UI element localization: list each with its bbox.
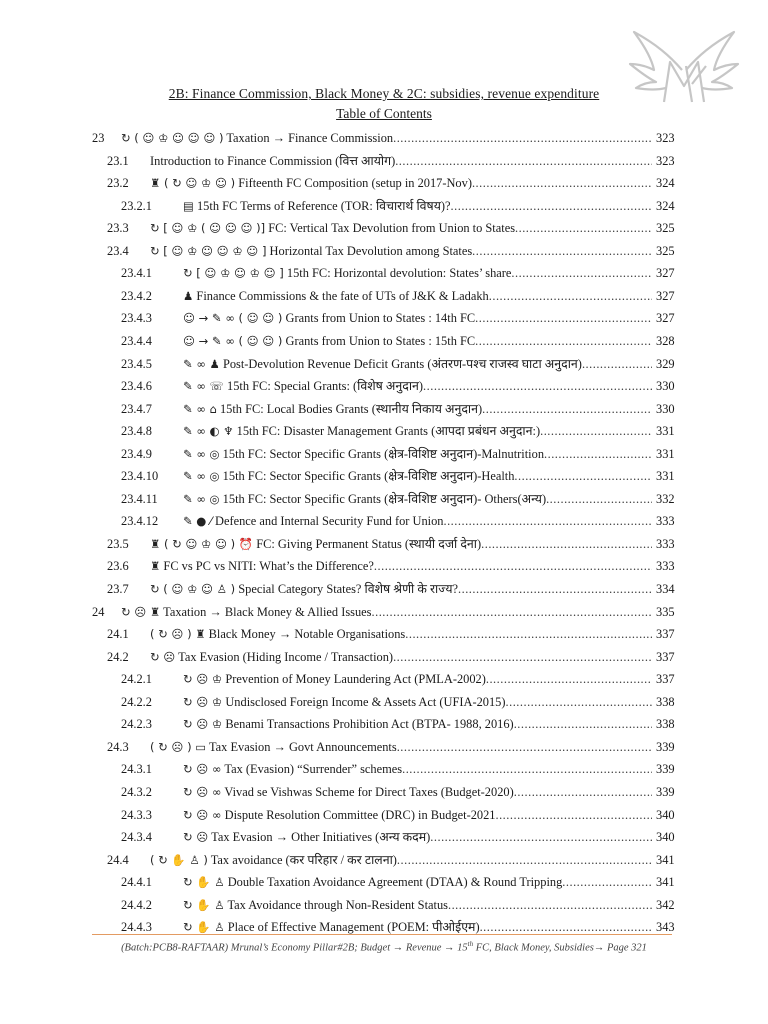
toc-page-number: 333: [656, 559, 675, 574]
toc-page-number: 327: [656, 288, 675, 303]
toc-section-number: 23.4.12: [121, 514, 159, 529]
dot-leader: [472, 240, 652, 262]
toc-section-number: 23.4.1: [121, 266, 152, 281]
dot-leader: [458, 578, 652, 600]
toc-row[interactable]: [0, 555, 768, 577]
topic-emoji-icons: ✎ ∞ ◎: [183, 446, 220, 461]
toc-entry-label: [183, 826, 430, 848]
toc-entry-label: [183, 804, 495, 826]
toc-page-number: 330: [656, 401, 675, 416]
toc-section-number: 23.3: [107, 221, 129, 236]
topic-emoji-icons: ▤: [183, 198, 194, 213]
topic-emoji-icons: ↻ ( ☺ ♔ ☺ ♙ ): [150, 582, 236, 596]
topic-emoji-icons: ↻ ☹ ♔: [183, 717, 223, 732]
toc-row[interactable]: [0, 330, 768, 352]
topic-emoji-icons: ( ↻ ☹ ) ▭: [150, 739, 207, 754]
toc-page-number: 341: [656, 852, 675, 867]
toc-page-number: 331: [656, 424, 675, 439]
toc-section-number: 23: [92, 131, 105, 145]
topic-emoji-icons: ↻ ☹ ∞: [183, 762, 222, 777]
toc-row[interactable]: [0, 398, 768, 420]
toc-entry[interactable]: [183, 894, 652, 916]
toc-section-number: 24.2.3: [121, 717, 152, 732]
toc-row[interactable]: [0, 533, 768, 555]
toc-entry[interactable]: [183, 353, 652, 375]
dot-leader: [451, 195, 652, 217]
toc-entry-label: [183, 871, 562, 893]
topic-emoji-icons: ↻ ☹ ♔: [183, 694, 223, 709]
toc-entry[interactable]: [150, 646, 652, 668]
topic-emoji-icons: ( ↻ ☹ ) ♜: [150, 627, 206, 642]
dot-leader: [506, 691, 653, 713]
toc-page-number: 331: [656, 469, 675, 484]
toc-entry-title: 15th FC: Sector Specific Grants (क्षेत्र-विशिष्ट अनुदान)-Malnutrition: [222, 446, 545, 461]
toc-row[interactable]: [0, 262, 768, 284]
toc-page-number: 342: [656, 897, 675, 912]
toc-entry-label: [150, 849, 397, 871]
toc-row[interactable]: [0, 510, 768, 532]
dot-leader: [514, 781, 652, 803]
toc-row[interactable]: [0, 420, 768, 442]
toc-page-number: 341: [656, 875, 675, 890]
toc-section-number: 23.4.8: [121, 424, 152, 439]
topic-emoji-icons: ✎ ∞ ◎: [183, 469, 220, 484]
toc-entry[interactable]: [183, 871, 652, 893]
toc-row[interactable]: [0, 375, 768, 397]
toc-entry-title: Taxation → Finance Commission: [226, 131, 394, 145]
topic-emoji-icons: ☺ → ✎ ∞ ( ☺ ☺ ): [183, 333, 283, 348]
toc-section-number: 23.4.4: [121, 333, 152, 348]
toc-entry[interactable]: [183, 307, 652, 329]
toc-entry-label: [183, 894, 448, 916]
topic-emoji-icons: ✎ ∞ ☏: [183, 379, 224, 394]
toc-row[interactable]: [0, 623, 768, 645]
toc-entry-title: Special Category States? विशेष श्रेणी के राज्य?: [238, 582, 459, 596]
topic-emoji-icons: ☺ → ✎ ∞ ( ☺ ☺ ): [183, 311, 283, 326]
toc-page-number: 338: [656, 717, 675, 732]
toc-page-number: 323: [656, 131, 675, 145]
toc-page-number: 338: [656, 694, 675, 709]
toc-entry-title: Tax Avoidance through Non-Resident Status: [227, 897, 448, 912]
toc-section-number: 24.4.3: [121, 920, 152, 935]
topic-emoji-icons: ♜ ( ↻ ☺ ♔ ☺ ): [150, 176, 236, 191]
toc-entry-label: [183, 307, 475, 329]
toc-entry-label: [150, 623, 405, 645]
toc-entry-title: Place of Effective Management (POEM: पीओईएम): [227, 920, 480, 935]
dot-leader: [546, 488, 652, 510]
toc-page-number: 325: [656, 221, 675, 236]
toc-page-number: 327: [656, 311, 675, 326]
dot-leader: [393, 127, 652, 149]
toc-entry-title: 15th FC: Local Bodies Grants (स्थानीय निकाय अनुदान): [219, 401, 483, 416]
toc-entry[interactable]: [183, 195, 652, 217]
toc-row[interactable]: [0, 172, 768, 194]
dot-leader: [475, 330, 652, 352]
toc-page-number: 340: [656, 807, 675, 822]
toc-page-number: 337: [656, 649, 675, 664]
toc-entry-label: [150, 646, 393, 668]
toc-page-number: 334: [656, 582, 675, 596]
toc-entry-label: [183, 330, 475, 352]
toc-row[interactable]: [0, 758, 768, 780]
toc-page-number: 327: [656, 266, 675, 281]
toc-section-number: 23.5: [107, 536, 129, 551]
toc-entry-label: [183, 713, 514, 735]
toc-heading: Table of Contents: [336, 106, 432, 121]
toc-entry-label: [150, 172, 472, 194]
toc-entry-title: 15th FC: Disaster Management Grants (आपदा प्रबंधन अनुदान:): [236, 424, 541, 439]
toc-row[interactable]: [0, 736, 768, 758]
toc-page-number: 330: [656, 379, 675, 394]
toc-section-number: 24.3.4: [121, 830, 152, 845]
toc-entry[interactable]: [150, 172, 652, 194]
toc-row[interactable]: [0, 127, 768, 149]
toc-entry[interactable]: [183, 262, 652, 284]
dot-leader: [475, 307, 652, 329]
dot-leader: [405, 623, 652, 645]
toc-entry-title: FC: Giving Permanent Status (स्थायी दर्जा देना): [256, 536, 482, 551]
dot-leader: [443, 510, 652, 532]
dot-leader: [482, 398, 652, 420]
footer-rule: [92, 934, 672, 935]
toc-section-number: 23.4.7: [121, 401, 152, 416]
toc-entry-label: [183, 781, 514, 803]
dot-leader: [397, 849, 652, 871]
toc-entry-title: Finance Commissions & the fate of UTs of J&K & Ladakh: [196, 288, 489, 303]
toc-entry-title: Fifteenth FC Composition (setup in 2017-Nov): [238, 176, 472, 191]
toc-entry-title: Tax Evasion (Hiding Income / Transaction): [178, 649, 394, 664]
dot-leader: [374, 555, 652, 577]
toc-entry-label: [183, 488, 546, 510]
toc-entry-label: [183, 420, 540, 442]
toc-page-number: 340: [656, 830, 675, 845]
toc-entry-label: [121, 127, 393, 149]
toc-page-number: 328: [656, 333, 675, 348]
toc-section-number: 23.2.1: [121, 198, 152, 213]
dot-leader: [430, 826, 652, 848]
toc-entry-label: [183, 465, 514, 487]
toc-entry-label: [183, 262, 511, 284]
toc-section-number: 24.4.2: [121, 897, 152, 912]
topic-emoji-icons: ( ↻ ✋ ♙ ): [150, 852, 208, 867]
toc-entry-label: [150, 736, 397, 758]
toc-entry[interactable]: [183, 804, 652, 826]
topic-emoji-icons: ↻ ☹ ♜: [121, 604, 161, 619]
toc-section-number: 23.4.11: [121, 491, 158, 506]
toc-entry[interactable]: [150, 240, 652, 262]
toc-row[interactable]: [0, 488, 768, 510]
toc-section-number: 24.2.2: [121, 694, 152, 709]
topic-emoji-icons: ↻ ☹ ∞: [183, 807, 222, 822]
toc-row[interactable]: [0, 871, 768, 893]
dot-leader: [486, 668, 652, 690]
toc-entry-title: Horizontal Tax Devolution among States: [269, 243, 473, 258]
toc-section-number: 23.2: [107, 176, 129, 191]
page-footer: [0, 940, 768, 954]
toc-entry-title: 15th FC Terms of Reference (TOR: विचारार्थ विषय)?: [196, 198, 451, 213]
toc-entry-title: Tax Evasion → Other Initiatives (अन्य कदम): [211, 830, 431, 845]
dot-leader: [495, 804, 652, 826]
toc-entry[interactable]: [183, 781, 652, 803]
toc-entry-label: [150, 217, 515, 239]
toc-page-number: 339: [656, 762, 675, 777]
toc-row[interactable]: [0, 894, 768, 916]
toc-entry-title: Grants from Union to States : 14th FC: [285, 311, 476, 326]
toc-entry-title: Grants from Union to States : 15th FC: [285, 333, 476, 348]
toc-row[interactable]: [0, 465, 768, 487]
toc-section-number: 24.3: [107, 739, 129, 754]
topic-emoji-icons: ↻ ( ☺ ♔ ☺ ☺ ☺ ): [121, 131, 224, 145]
toc-entry[interactable]: [183, 398, 652, 420]
toc-entry[interactable]: [183, 826, 652, 848]
toc-entry-label: [150, 150, 395, 172]
toc-entry-title: FC vs PC vs NITI: What’s the Difference?: [163, 559, 374, 574]
dot-leader: [540, 420, 652, 442]
toc-entry[interactable]: [183, 443, 652, 465]
toc-entry-title: 15th FC: Sector Specific Grants (क्षेत्र-विशिष्ट अनुदान)-Health: [222, 469, 515, 484]
toc-entry-title: Tax (Evasion) “Surrender” schemes: [224, 762, 403, 777]
dot-leader: [372, 601, 653, 623]
toc-entry-title: Black Money → Notable Organisations: [208, 627, 406, 642]
toc-section-number: 23.1: [107, 153, 129, 168]
topic-emoji-icons: ♜ ( ↻ ☺ ♔ ☺ ) ⏰: [150, 536, 254, 551]
toc-entry[interactable]: [150, 217, 652, 239]
toc-section-number: 24.4.1: [121, 875, 152, 890]
toc-entry[interactable]: [183, 691, 652, 713]
topic-emoji-icons: ✎ ∞ ♟: [183, 356, 220, 371]
toc-entry[interactable]: [150, 623, 652, 645]
toc-entry-label: [183, 398, 482, 420]
dot-leader: [481, 533, 652, 555]
toc-entry-label: [183, 668, 486, 690]
toc-entry[interactable]: [121, 127, 652, 149]
toc-entry[interactable]: [121, 601, 652, 623]
dot-leader: [582, 353, 652, 375]
toc-entry-title: Benami Transactions Prohibition Act (BTPA- 1988, 2016): [225, 717, 514, 732]
toc-entry-label: [183, 375, 423, 397]
footer-superscript: th: [467, 940, 474, 948]
toc-section-number: 24.3.3: [121, 807, 152, 822]
toc-section-number: 23.4.10: [121, 469, 159, 484]
toc-entry[interactable]: [150, 736, 652, 758]
toc-entry-label: [183, 758, 402, 780]
toc-section-number: 23.4.9: [121, 446, 152, 461]
topic-emoji-icons: ↻ ☹ ♔: [183, 672, 223, 687]
topic-emoji-icons: ↻ ✋ ♙: [183, 920, 225, 935]
dot-leader: [511, 262, 652, 284]
toc-entry-title: Defence and Internal Security Fund for Union: [215, 514, 444, 529]
toc-entry[interactable]: [150, 150, 652, 172]
toc-section-number: 23.4: [107, 243, 129, 258]
dot-leader: [515, 217, 652, 239]
toc-entry-label: [183, 195, 451, 217]
toc-page-number: 332: [656, 491, 675, 506]
toc-section-number: 23.6: [107, 559, 129, 574]
toc-page-number: 323: [656, 153, 675, 168]
toc-row[interactable]: [0, 849, 768, 871]
toc-row[interactable]: [0, 195, 768, 217]
topic-emoji-icons: ↻ [ ☺ ♔ ☺ ♔ ☺ ]: [183, 266, 284, 281]
topic-emoji-icons: ↻ ☹: [150, 649, 176, 664]
toc-section-number: 23.4.2: [121, 288, 152, 303]
toc-entry-title: Taxation → Black Money & Allied Issues: [163, 604, 372, 619]
dot-leader: [393, 646, 652, 668]
footer-text-b: FC, Black Money, Subsidies→ Page 321: [473, 942, 647, 954]
topic-emoji-icons: ♜: [150, 559, 161, 574]
toc-section-number: 24.2.1: [121, 672, 152, 687]
toc-entry-title: 15th FC: Horizontal devolution: States’ share: [286, 266, 512, 281]
toc-row[interactable]: [0, 150, 768, 172]
toc-entry[interactable]: [183, 330, 652, 352]
toc-entry[interactable]: [150, 578, 652, 600]
dot-leader: [472, 172, 652, 194]
toc-entry[interactable]: [183, 488, 652, 510]
toc-entry-label: [183, 353, 582, 375]
topic-emoji-icons: ↻ ☹ ∞: [183, 784, 222, 799]
toc-page-number: 339: [656, 784, 675, 799]
toc-page-number: 333: [656, 514, 675, 529]
toc-section-number: 24.1: [107, 627, 129, 642]
toc-row[interactable]: [0, 443, 768, 465]
toc-row[interactable]: [0, 781, 768, 803]
toc-entry[interactable]: [183, 285, 652, 307]
dot-leader: [448, 894, 652, 916]
topic-emoji-icons: ✎ ● ⁄: [183, 514, 212, 529]
toc-entry-label: [183, 443, 544, 465]
toc-row[interactable]: [0, 713, 768, 735]
toc-row[interactable]: [0, 646, 768, 668]
toc-entry-label: [183, 285, 489, 307]
toc-page-number: 324: [656, 198, 675, 213]
toc-section-number: 23.4.6: [121, 379, 152, 394]
toc-entry[interactable]: [183, 420, 652, 442]
toc-section-number: 23.4.5: [121, 356, 152, 371]
toc-page-number: 329: [656, 356, 675, 371]
toc-row[interactable]: [0, 668, 768, 690]
footer-text-a: (Batch:PCB8-RAFTAAR) Mrunal’s Economy Pillar#2B; Budget → Revenue → 15: [121, 942, 468, 954]
toc-row[interactable]: [0, 826, 768, 848]
dot-leader: [562, 871, 652, 893]
toc-entry-label: [183, 691, 506, 713]
toc-entry-title: Vivad se Vishwas Scheme for Direct Taxes (Budget-2020): [224, 784, 514, 799]
dot-leader: [514, 713, 652, 735]
topic-emoji-icons: ↻ ✋ ♙: [183, 875, 225, 890]
toc-row[interactable]: [0, 285, 768, 307]
toc-section-number: 24.2: [107, 649, 129, 664]
topic-emoji-icons: ↻ ☹: [183, 830, 209, 845]
toc-entry-label: [150, 533, 481, 555]
toc-entry[interactable]: [150, 849, 652, 871]
toc-entry-title: Introduction to Finance Commission (वित्त आयोग): [150, 153, 396, 168]
toc-entry[interactable]: [183, 465, 652, 487]
toc-entry-label: [150, 555, 374, 577]
dot-leader: [489, 285, 652, 307]
toc-page-number: 324: [656, 176, 675, 191]
toc-row[interactable]: [0, 804, 768, 826]
toc-entry-label: [183, 510, 443, 532]
toc-entry[interactable]: [183, 510, 652, 532]
toc-entry-label: [150, 240, 472, 262]
toc-section-number: 24.3.2: [121, 784, 152, 799]
toc-entry-title: Post-Devolution Revenue Deficit Grants (अंतरण-पश्च राजस्व घाटा अनुदान): [222, 356, 582, 371]
dot-leader: [395, 150, 652, 172]
toc-entry-title: Undisclosed Foreign Income & Assets Act (UFIA-2015): [225, 694, 506, 709]
dot-leader: [402, 758, 652, 780]
topic-emoji-icons: ♟: [183, 288, 194, 303]
toc-page-number: 339: [656, 739, 675, 754]
dot-leader: [544, 443, 652, 465]
toc-row[interactable]: [0, 353, 768, 375]
toc-entry[interactable]: [183, 758, 652, 780]
toc-section-number: 23.4.3: [121, 311, 152, 326]
toc-entry[interactable]: [183, 375, 652, 397]
toc-entry-title: FC: Vertical Tax Devolution from Union to States: [268, 221, 516, 236]
topic-emoji-icons: ↻ [ ☺ ♔ ( ☺ ☺ ☺ )]: [150, 221, 266, 236]
toc-entry-title: Prevention of Money Laundering Act (PMLA-2002): [225, 672, 486, 687]
toc-row[interactable]: [0, 578, 768, 600]
toc-section-number: 24.3.1: [121, 762, 152, 777]
toc-entry-title: Tax Evasion → Govt Announcements: [208, 739, 397, 754]
toc-entry[interactable]: [183, 668, 652, 690]
toc-row[interactable]: [0, 601, 768, 623]
topic-emoji-icons: ✎ ∞ ⌂: [183, 401, 217, 416]
topic-emoji-icons: ↻ [ ☺ ♔ ☺ ☺ ♔ ☺ ]: [150, 243, 267, 258]
dot-leader: [397, 736, 652, 758]
toc-row[interactable]: [0, 307, 768, 329]
toc-entry[interactable]: [150, 533, 652, 555]
toc-row[interactable]: [0, 217, 768, 239]
topic-emoji-icons: ✎ ∞ ◎: [183, 491, 220, 506]
toc-entry-label: [121, 601, 372, 623]
dot-leader: [423, 375, 652, 397]
toc-row[interactable]: [0, 240, 768, 262]
toc-entry-title: Tax avoidance (कर परिहार / कर टालना): [210, 852, 397, 867]
toc-entry-label: [150, 578, 458, 600]
toc-section-number: 23.7: [107, 582, 129, 596]
page-title: 2B: Finance Commission, Black Money & 2C: subsidies, revenue expenditure: [168, 86, 600, 101]
dot-leader: [514, 465, 652, 487]
topic-emoji-icons: ✎ ∞ ◐ ♆: [183, 424, 234, 439]
toc-section-number: 24.4: [107, 852, 129, 867]
toc-page-number: 343: [656, 920, 675, 935]
toc-page-number: 333: [656, 536, 675, 551]
toc-section-number: 24: [92, 604, 105, 619]
toc-entry[interactable]: [150, 555, 652, 577]
toc-entry-title: Dispute Resolution Committee (DRC) in Budget-2021: [224, 807, 496, 822]
toc-page-number: 331: [656, 446, 675, 461]
toc-page-number: 337: [656, 672, 675, 687]
toc-entry-title: 15th FC: Sector Specific Grants (क्षेत्र-विशिष्ट अनुदान)- Others(अन्य): [222, 491, 547, 506]
toc-entry-title: Double Taxation Avoidance Agreement (DTAA) & Round Tripping: [227, 875, 563, 890]
topic-emoji-icons: ↻ ✋ ♙: [183, 897, 225, 912]
toc-page-number: 335: [656, 604, 675, 619]
toc-entry-title: 15th FC: Special Grants: (विशेष अनुदान): [227, 379, 424, 394]
toc-page-number: 337: [656, 627, 675, 642]
toc-page-number: 325: [656, 243, 675, 258]
toc-row[interactable]: [0, 691, 768, 713]
toc-entry[interactable]: [183, 713, 652, 735]
